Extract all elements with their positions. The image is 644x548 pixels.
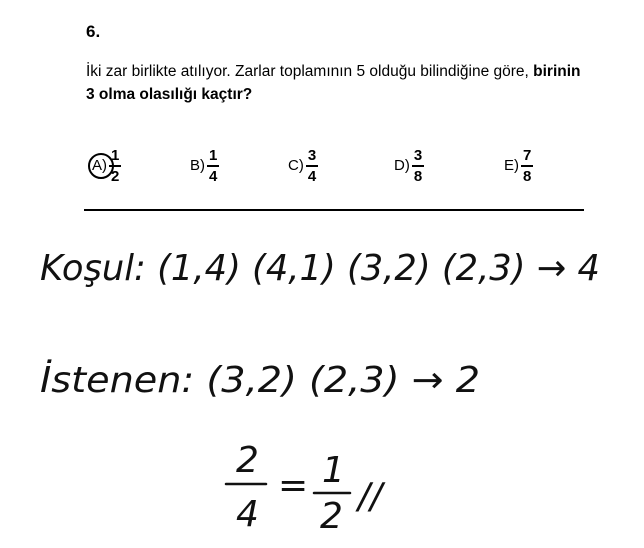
choice-letter: B) [190,157,205,175]
handwritten-fraction-left-denominator: 4 [236,494,259,535]
handwritten-fraction-right-denominator: 2 [320,496,343,537]
fraction-denominator: 2 [111,167,120,185]
fraction-denominator: 4 [307,167,317,185]
handwritten-end-mark: // [358,476,383,517]
handwritten-desired-line: İstenen: (3,2) (2,3) → 2 [40,360,456,401]
handwritten-fraction-left-numerator: 2 [236,440,259,481]
fraction-numerator: 7 [523,147,532,164]
fraction-numerator: 3 [307,147,317,164]
fraction-denominator: 4 [209,167,218,185]
fraction-numerator: 1 [111,147,120,164]
fraction-numerator: 3 [413,147,423,164]
handwritten-equals: = [278,465,309,506]
choice-letter: D) [394,157,410,175]
handwritten-fraction-right-numerator: 1 [322,450,345,491]
handwritten-condition-line: Koşul: (1,4) (4,1) (3,2) (2,3) → 4 [40,248,600,289]
question-text-bold: birinin 3 olma olasılığı kaçtır? [86,63,581,103]
choice-letter: C) [288,157,304,175]
fraction-numerator: 1 [209,147,218,164]
fraction-denominator: 8 [413,167,423,185]
fraction-denominator: 8 [523,167,532,185]
question-number: 6. [86,22,101,41]
choice-letter: A) [92,157,107,175]
choice-letter: E) [504,157,519,175]
question-text-plain: İki zar birlikte atılıyor. Zarlar toplamının 5 olduğu bilindiğine göre, [86,63,529,80]
